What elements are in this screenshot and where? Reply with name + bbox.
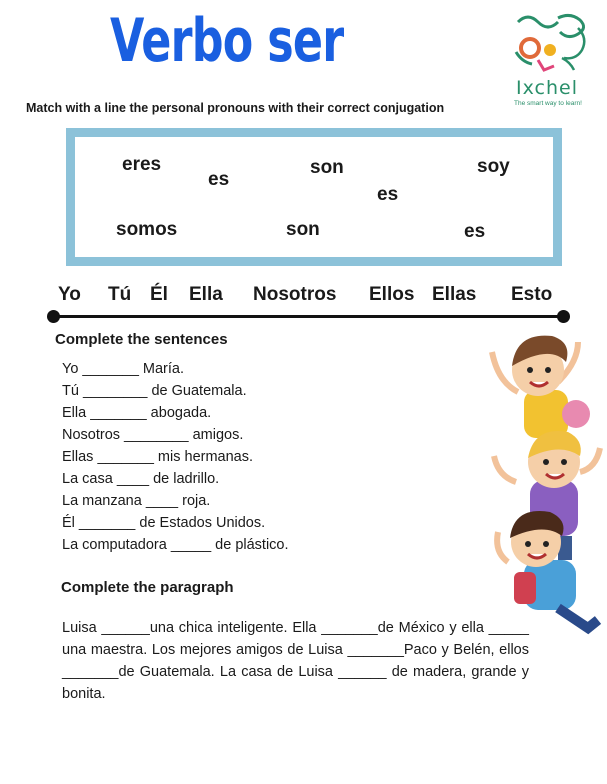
conjugation-box <box>66 128 562 266</box>
conjugation-word: es <box>377 184 399 205</box>
conjugation-word: son <box>310 157 344 178</box>
sentence-item: La computadora _____ de plástico. <box>62 537 289 553</box>
instruction-text: Match with a line the personal pronouns with their correct conjugation <box>26 101 445 115</box>
conjugation-word: somos <box>116 219 178 240</box>
pronoun-line <box>54 315 564 318</box>
pronoun: Ellas <box>432 284 477 305</box>
sentence-item: Tú ________ de Guatemala. <box>62 383 247 399</box>
sentence-item: Él _______ de Estados Unidos. <box>62 515 266 531</box>
cartoon-children-icon <box>488 322 607 644</box>
sentence-item: La casa ____ de ladrillo. <box>62 471 220 487</box>
pronoun: Ellos <box>369 284 415 305</box>
sentences-list <box>62 358 289 556</box>
sentence-item: Ella _______ abogada. <box>62 405 212 421</box>
conjugation-word: es <box>208 169 230 190</box>
conjugation-word: eres <box>122 154 162 175</box>
pronoun: Nosotros <box>253 284 337 305</box>
logo-name: Ixchel <box>516 77 578 99</box>
pronoun: Yo <box>58 284 81 305</box>
conjugation-word: soy <box>477 156 510 177</box>
paragraph-heading: Complete the paragraph <box>61 579 234 596</box>
sentence-item: Yo _______ María. <box>62 361 185 377</box>
conjugation-word: son <box>286 219 320 240</box>
conjugation-word: es <box>464 221 486 242</box>
sentences-heading: Complete the sentences <box>55 331 228 348</box>
page-title: Verbo ser <box>110 6 344 76</box>
pronoun: Ella <box>189 284 223 305</box>
logo-tagline: The smart way to learn! <box>514 100 582 107</box>
pronoun: Tú <box>108 284 132 305</box>
paragraph-text: Luisa ______una chica inteligente. Ella _______de México y ella _____ una maestra. Los mejores amigos de Luisa _______Paco y Belén, ellos _______de Guatemala. La casa de Luisa ______ de madera, grande y bonita. <box>62 620 529 702</box>
line-endpoint-left <box>47 310 60 323</box>
sentence-item: Nosotros ________ amigos. <box>62 427 244 443</box>
sentence-item: La manzana ____ roja. <box>62 493 211 509</box>
sentence-item: Ellas _______ mis hermanas. <box>62 449 254 465</box>
pronoun: Esto <box>511 284 553 305</box>
pronoun: Él <box>150 284 168 305</box>
